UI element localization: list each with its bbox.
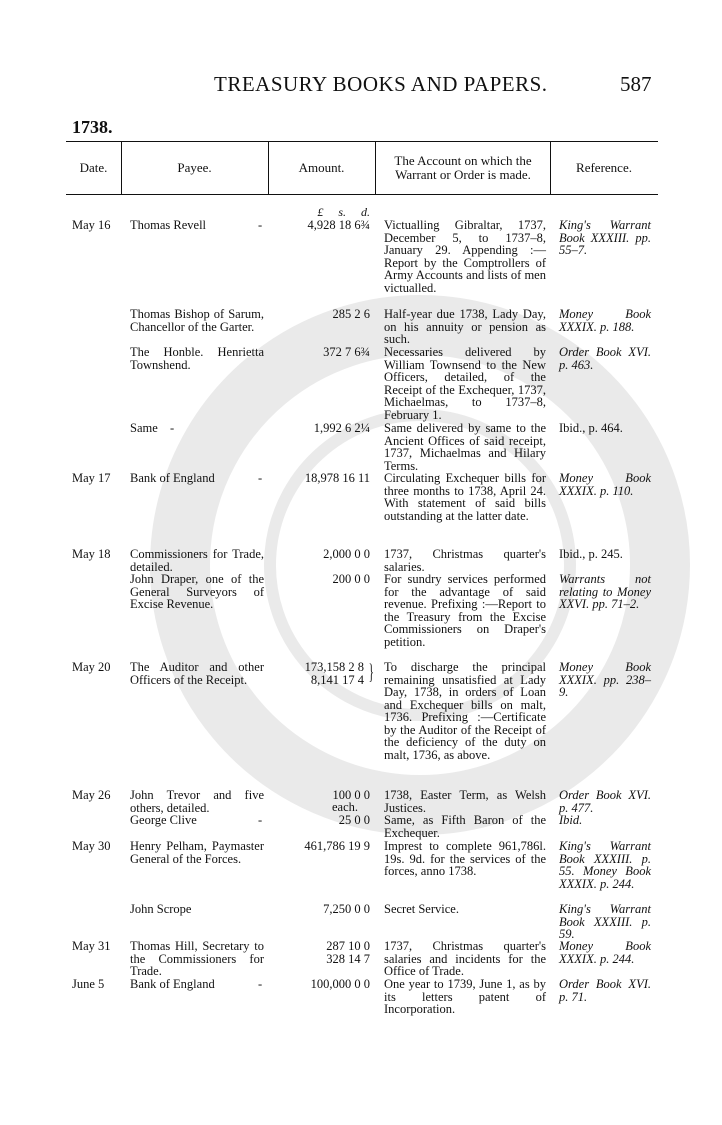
row-payee: Same — [130, 421, 158, 435]
row-date: May 18 — [72, 547, 111, 561]
row-amount: 1,992 6 2¼ — [313, 421, 370, 435]
row-reference: Warrants not relating to Money XXVI. pp. 71–2. — [559, 572, 651, 611]
row-reference: King's Warrant Book XXXIII. pp. 55–7. — [559, 218, 651, 257]
row-account: One year to 1739, June 1, as by its letters patent of Incorporation. — [384, 977, 546, 1016]
amount-units: £ s. d. — [317, 205, 370, 219]
row-payee: Bank of England — [130, 471, 215, 485]
header-account: The Account on which the Warrant or Order is made. — [394, 152, 532, 182]
row-amount: 287 10 0 — [326, 939, 370, 953]
row-date: May 17 — [72, 471, 111, 485]
row-amount-note: each. — [331, 800, 358, 814]
row-payee: The Auditor and other Officers of the Receipt. — [130, 660, 264, 687]
row-date: May 26 — [72, 788, 111, 802]
row-date: May 31 — [72, 939, 111, 953]
row-amount: 2,000 0 0 — [323, 547, 370, 561]
row-reference: Money Book XXXIX. pp. 238–9. — [559, 660, 651, 699]
row-payee: The Honble. Henrietta Townshend. — [130, 345, 264, 372]
page-header-title: TREASURY BOOKS AND PAPERS. — [214, 72, 548, 96]
row-reference: Money Book XXXIX. p. 110. — [559, 471, 651, 498]
row-reference: Order Book XVI. p. 463. — [559, 345, 651, 372]
row-payee: Thomas Revell — [130, 218, 207, 232]
amount-brace: } — [368, 659, 374, 684]
row-reference: Order Book XVI. p. 71. — [559, 977, 651, 1004]
row-amount: 7,250 0 0 — [323, 902, 370, 916]
row-account: Half-year due 1738, Lady Day, on his annuity or pension as such. — [384, 307, 546, 346]
row-amount-second: 328 14 7 — [326, 952, 370, 966]
row-reference: Ibid. — [559, 813, 583, 827]
row-amount: 200 0 0 — [332, 572, 370, 586]
row-date: May 16 — [72, 218, 111, 232]
row-account: To discharge the principal remaining unsatisfied at Lady Day, 1738, in orders of Loan and Exchequer bills on malt, 1736. Prefixing :—Certificate by the Auditor of the Receipt of the deficiency of the duty on malt, 1736, as above. — [384, 660, 546, 762]
row-account: Victualling Gibraltar, 1737, December 5, to 1737–8, January 29. Appending :—Report by the Comptrollers of Army Accounts and lists of men victualled. — [384, 218, 546, 295]
leader-dash: - — [258, 218, 263, 232]
row-date: May 20 — [72, 660, 111, 674]
row-account: For sundry services performed for the advantage of said revenue. Prefixing :—Report to the Treasury from the Excise Commissioners on Draper's petition. — [384, 572, 546, 649]
row-date: June 5 — [72, 977, 105, 991]
row-reference: Ibid., p. 245. — [559, 547, 623, 561]
row-amount: 100 0 0 — [332, 788, 370, 802]
row-amount: 4,928 18 6¾ — [307, 218, 370, 232]
row-account: Same, as Fifth Baron of the Exchequer. — [384, 813, 546, 840]
row-amount: 100,000 0 0 — [310, 977, 370, 991]
row-reference: Ibid., p. 464. — [559, 421, 623, 435]
row-date: May 30 — [72, 839, 111, 853]
row-account: Circulating Exchequer bills for three months to 1738, April 24. With statement of said bills outstanding at the latter date. — [384, 471, 546, 523]
year-heading: 1738. — [72, 117, 113, 137]
leader-dash: - — [170, 421, 175, 435]
row-payee: Thomas Hill, Secretary to the Commissioners for Trade. — [130, 939, 264, 978]
row-payee: John Scrope — [130, 902, 192, 916]
row-account: 1738, Easter Term, as Welsh Justices. — [384, 788, 546, 815]
header-payee: Payee. — [177, 159, 212, 175]
row-account: Secret Service. — [384, 902, 459, 916]
row-payee: Commissioners for Trade, detailed. — [130, 547, 264, 574]
row-account: 1737, Christmas quarter's salaries. — [384, 547, 546, 574]
row-amount: 25 0 0 — [338, 813, 370, 827]
row-amount: 461,786 19 9 — [304, 839, 370, 853]
row-reference: Order Book XVI. p. 477. — [559, 788, 651, 815]
row-account: Same delivered by same to the Ancient Offices of said receipt, 1737, Michaelmas and Hilary Terms. — [384, 421, 546, 473]
row-payee: Bank of England — [130, 977, 215, 991]
row-payee: George Clive — [130, 813, 197, 827]
row-reference: King's Warrant Book XXXIII. p. 59. — [559, 902, 651, 941]
row-payee: Henry Pelham, Paymaster General of the Forces. — [130, 839, 264, 866]
row-reference: Money Book XXXIX. p. 244. — [559, 939, 651, 966]
row-amount: 173,158 2 8 — [304, 660, 364, 674]
page-number: 587 — [620, 72, 652, 96]
row-reference: King's Warrant Book XXXIII. p. 55. Money Book XXXIX. p. 244. — [559, 839, 651, 891]
row-reference: Money Book XXXIX. p. 188. — [559, 307, 651, 334]
row-amount: 285 2 6 — [332, 307, 370, 321]
leader-dash: - — [258, 471, 263, 485]
header-reference: Reference. — [576, 159, 632, 175]
row-account: 1737, Christmas quarter's salaries and incidents for the Office of Trade. — [384, 939, 546, 978]
row-payee: John Trevor and five others, detailed. — [130, 788, 264, 815]
row-payee: Thomas Bishop of Sarum, Chancellor of the Garter. — [130, 307, 264, 334]
row-amount-second: 8,141 17 4 — [310, 673, 364, 687]
row-amount: 18,978 16 11 — [304, 471, 370, 485]
row-amount: 372 7 6¾ — [323, 345, 370, 359]
leader-dash: - — [258, 977, 263, 991]
leader-dash: - — [258, 813, 263, 827]
row-account: Imprest to complete 961,786l. 19s. 9d. for the services of the forces, anno 1738. — [384, 839, 546, 878]
header-date: Date. — [79, 159, 108, 175]
column-divider — [375, 141, 376, 194]
header-bottom-rule — [66, 194, 658, 195]
row-account: Necessaries delivered by William Townsend to the New Officers, detailed, of the Receipt of the Exchequer, 1737, Michaelmas, to 1737–8, February 1. — [384, 345, 546, 422]
header-amount: Amount. — [298, 159, 345, 175]
row-payee: John Draper, one of the General Surveyors of Excise Revenue. — [130, 572, 264, 611]
